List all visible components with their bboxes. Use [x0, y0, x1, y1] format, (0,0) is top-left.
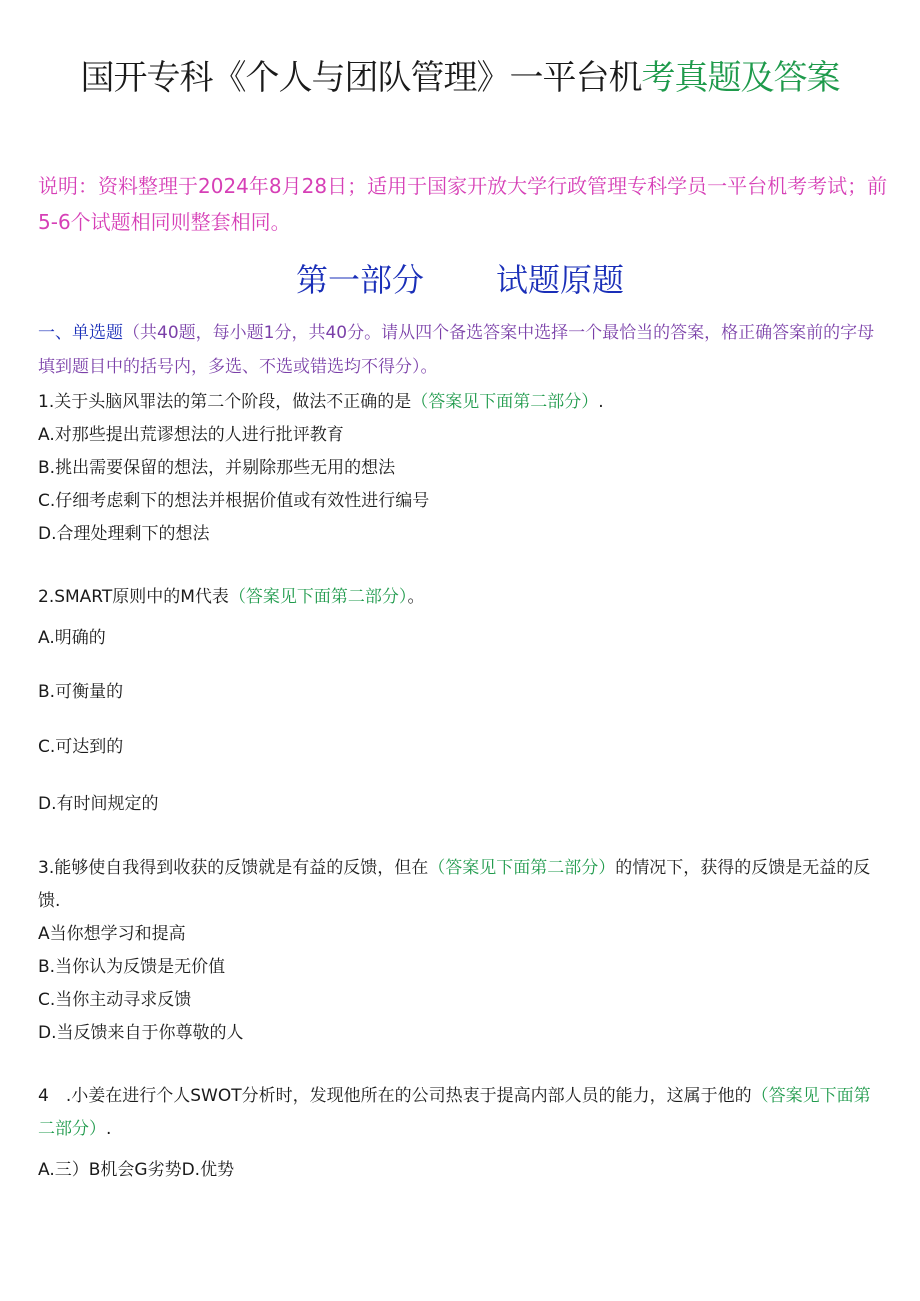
- option: A当你想学习和提高: [38, 924, 186, 944]
- option: D.当反馈来自于你尊敬的人: [38, 1023, 244, 1043]
- question-text-end: 。: [407, 587, 425, 607]
- answer-hint: （答案见下面第二部分）: [228, 587, 408, 607]
- option: A.明确的: [38, 628, 106, 648]
- description-note: 说明：资料整理于2024年8月28日；适用于国家开放大学行政管理专科学员一平台机考考试；前5-6个试题相同则整套相同。: [38, 174, 888, 234]
- option: A.三）B机会G劣势D.优势: [38, 1160, 235, 1180]
- document-title: [0, 56, 920, 100]
- option: B.可衡量的: [38, 682, 124, 702]
- answer-hint: （答案见下面第二部分）: [38, 1086, 871, 1139]
- question-text: 3.能够使自我得到收获的反馈就是有益的反馈，但在: [38, 858, 429, 878]
- section-heading: [0, 258, 920, 302]
- question-2: [38, 581, 878, 614]
- option: C.可达到的: [38, 737, 124, 757]
- section-heading-right: 试题原题: [496, 261, 625, 299]
- title-suffix: 考真题及答案: [641, 58, 840, 98]
- title-main: 国开专科《个人与团队管理》一平台机: [80, 58, 642, 98]
- option: B.挑出需要保留的想法，并剔除那些无用的想法: [38, 458, 396, 478]
- answer-hint: （答案见下面第二部分）: [428, 858, 616, 878]
- option: B.当你认为反馈是无价值: [38, 957, 226, 977]
- question-text: 1.关于头脑风罪法的第二个阶段，做法不正确的是: [38, 392, 412, 412]
- question-text-end: 的情况下，获得的反馈是无益的反馈.: [38, 858, 871, 911]
- section-heading-left: 第一部分: [295, 261, 424, 299]
- single-choice-intro: [38, 316, 878, 384]
- question-text-end: .: [598, 392, 604, 412]
- option: D.有时间规定的: [38, 794, 159, 814]
- option: C.仔细考虑剩下的想法并根据价值或有效性进行编号: [38, 491, 430, 511]
- question-text: 4 .小姜在进行个人SWOT分析时，发现他所在的公司热衷于提高内部人员的能力，这属于他的: [38, 1086, 752, 1106]
- answer-hint: （答案见下面第二部分）: [411, 392, 599, 412]
- option: D.合理处理剩下的想法: [38, 524, 210, 544]
- intro-text: （共40题，每小题1分，共40分。请从四个备选答案中选择一个最恰当的答案，格正确答案前的字母填到题目中的括号内，多选、不选或错选均不得分）。: [38, 323, 875, 377]
- question-text: 2.SMART原则中的M代表: [38, 587, 229, 607]
- question-1: [38, 386, 878, 419]
- question-text-end: .: [106, 1119, 112, 1139]
- question-3: [38, 852, 878, 918]
- option: C.当你主动寻求反馈: [38, 990, 192, 1010]
- question-4: [38, 1080, 878, 1146]
- intro-lead: 一、单选题: [38, 323, 123, 343]
- option: A.对那些提出荒谬想法的人进行批评教育: [38, 425, 344, 445]
